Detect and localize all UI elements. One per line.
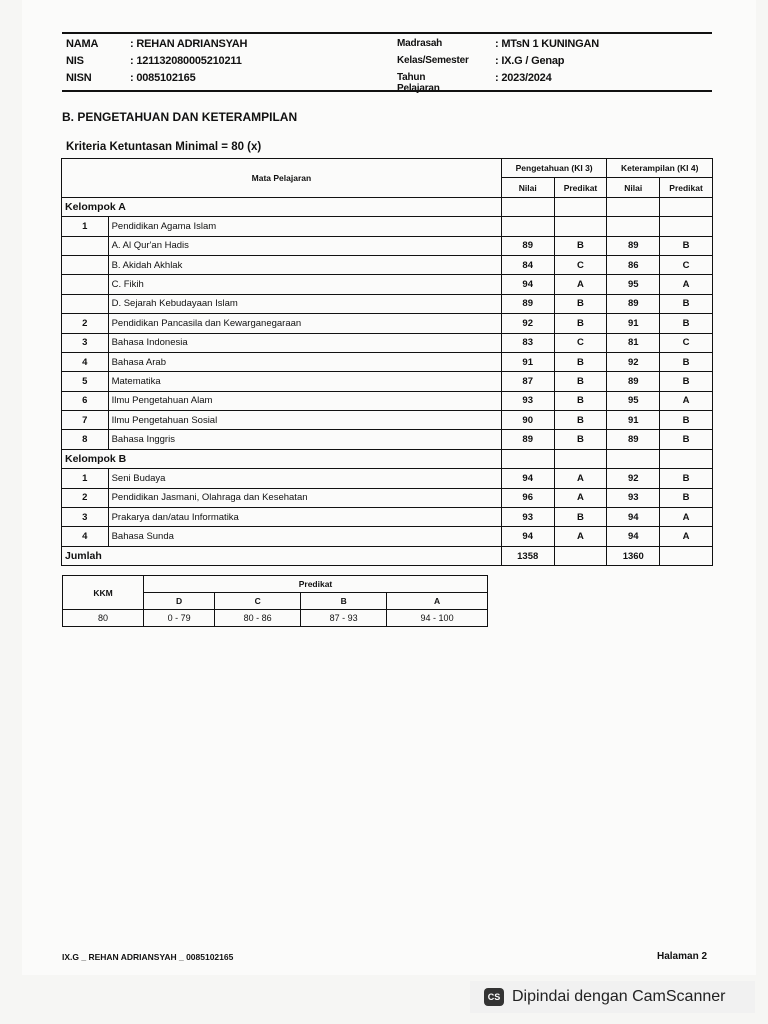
row-number: 4	[62, 352, 109, 371]
nama-label: NAMA	[66, 38, 99, 50]
pengetahuan-predikat: C	[554, 333, 607, 352]
table-row	[62, 488, 713, 507]
subject-name: Bahasa Arab	[108, 352, 501, 371]
kelompok-a-label: Kelompok A	[62, 197, 502, 216]
jumlah-pengetahuan: 1358	[501, 546, 554, 565]
pengetahuan-predikat: B	[554, 236, 607, 255]
camscanner-text: Dipindai dengan CamScanner	[512, 988, 726, 1005]
keterampilan-nilai: 91	[607, 411, 660, 430]
keterampilan-predikat: A	[660, 275, 713, 294]
predikat-header: Predikat	[144, 576, 488, 593]
kkm-title: Kriteria Ketuntasan Minimal = 80 (x)	[66, 141, 262, 153]
grade-c: C	[215, 593, 301, 610]
keterampilan-predikat: A	[660, 391, 713, 410]
p-predikat-header: Predikat	[554, 178, 607, 197]
keterampilan-predikat: C	[660, 255, 713, 274]
range-d: 0 - 79	[144, 610, 215, 627]
pengetahuan-nilai: 96	[501, 488, 554, 507]
header-rule-top	[62, 32, 712, 34]
pengetahuan-nilai: 89	[501, 430, 554, 449]
keterampilan-predikat: B	[660, 236, 713, 255]
row-number: 3	[62, 508, 109, 527]
header-rule-bottom	[62, 90, 712, 92]
table-row	[62, 314, 713, 333]
keterampilan-nilai: 95	[607, 275, 660, 294]
pengetahuan-nilai: 89	[501, 294, 554, 313]
table-row	[62, 236, 713, 255]
kkm-value: 80	[63, 610, 144, 627]
keterampilan-nilai: 91	[607, 314, 660, 333]
subject-name: Ilmu Pengetahuan Sosial	[108, 411, 501, 430]
kelas-label: Kelas/Semester	[397, 55, 469, 66]
pengetahuan-predikat: B	[554, 372, 607, 391]
subject-name: A. Al Qur'an Hadis	[108, 236, 501, 255]
table-row	[62, 372, 713, 391]
pengetahuan-predikat: C	[554, 255, 607, 274]
section-title: B. PENGETAHUAN DAN KETERAMPILAN	[62, 110, 298, 124]
keterampilan-predikat: B	[660, 372, 713, 391]
keterampilan-header: Keterampilan (KI 4)	[607, 159, 713, 178]
nisn-value: : 0085102165	[130, 72, 196, 84]
pengetahuan-predikat: A	[554, 488, 607, 507]
predikat-table	[62, 575, 488, 627]
row-number	[62, 236, 109, 255]
subject-name: Seni Budaya	[108, 469, 501, 488]
table-row	[62, 469, 713, 488]
table-row	[62, 430, 713, 449]
grade-a: A	[387, 593, 488, 610]
row-number: 8	[62, 430, 109, 449]
madrasah-label: Madrasah	[397, 38, 443, 49]
tahun-label: Tahun Pelajaran	[397, 72, 440, 94]
range-a: 94 - 100	[387, 610, 488, 627]
subject-name: Prakarya dan/atau Informatika	[108, 508, 501, 527]
k-nilai-header: Nilai	[607, 178, 660, 197]
row-number: 3	[62, 333, 109, 352]
grade-d: D	[144, 593, 215, 610]
table-row	[62, 411, 713, 430]
pengetahuan-nilai: 83	[501, 333, 554, 352]
kkm-header: KKM	[63, 576, 144, 610]
pengetahuan-nilai: 90	[501, 411, 554, 430]
keterampilan-predikat	[660, 217, 713, 236]
nisn-label: NISN	[66, 72, 92, 84]
keterampilan-nilai: 89	[607, 294, 660, 313]
pengetahuan-nilai: 94	[501, 527, 554, 546]
table-row	[62, 275, 713, 294]
pengetahuan-predikat: A	[554, 527, 607, 546]
row-number: 1	[62, 217, 109, 236]
range-b: 87 - 93	[301, 610, 387, 627]
nama-value: : REHAN ADRIANSYAH	[130, 38, 248, 50]
pengetahuan-predikat: B	[554, 391, 607, 410]
grades-table	[61, 158, 713, 566]
pengetahuan-nilai: 91	[501, 352, 554, 371]
mapel-header: Mata Pelajaran	[62, 159, 502, 198]
pengetahuan-nilai: 93	[501, 391, 554, 410]
pengetahuan-predikat: B	[554, 430, 607, 449]
footer-page-number: Halaman 2	[657, 951, 708, 962]
row-number: 4	[62, 527, 109, 546]
nis-value: : 121132080005210211	[130, 55, 242, 67]
keterampilan-nilai: 92	[607, 469, 660, 488]
subject-name: Pendidikan Pancasila dan Kewarganegaraan	[108, 314, 501, 333]
camscanner-logo-icon: CS	[484, 988, 504, 1006]
row-number: 1	[62, 469, 109, 488]
subject-name: Bahasa Indonesia	[108, 333, 501, 352]
keterampilan-predikat: B	[660, 488, 713, 507]
k-predikat-header: Predikat	[660, 178, 713, 197]
camscanner-badge	[470, 981, 755, 1013]
keterampilan-nilai: 89	[607, 430, 660, 449]
kelompok-b-label: Kelompok B	[62, 449, 502, 468]
pengetahuan-nilai: 87	[501, 372, 554, 391]
pengetahuan-predikat: B	[554, 294, 607, 313]
student-info-left	[66, 38, 386, 90]
row-number: 5	[62, 372, 109, 391]
grade-b: B	[301, 593, 387, 610]
jumlah-label: Jumlah	[62, 546, 502, 565]
subject-name: C. Fikih	[108, 275, 501, 294]
pengetahuan-predikat: A	[554, 469, 607, 488]
table-row	[62, 255, 713, 274]
pengetahuan-nilai: 89	[501, 236, 554, 255]
keterampilan-predikat: B	[660, 294, 713, 313]
p-nilai-header: Nilai	[501, 178, 554, 197]
keterampilan-predikat: B	[660, 314, 713, 333]
pengetahuan-nilai: 92	[501, 314, 554, 333]
pengetahuan-predikat: B	[554, 314, 607, 333]
keterampilan-nilai: 86	[607, 255, 660, 274]
subject-name: D. Sejarah Kebudayaan Islam	[108, 294, 501, 313]
kelas-value: : IX.G / Genap	[495, 55, 565, 67]
table-row	[62, 352, 713, 371]
row-number: 6	[62, 391, 109, 410]
pengetahuan-predikat: A	[554, 275, 607, 294]
nis-label: NIS	[66, 55, 84, 67]
subject-name: Pendidikan Agama Islam	[108, 217, 501, 236]
row-number: 2	[62, 314, 109, 333]
jumlah-keterampilan: 1360	[607, 546, 660, 565]
keterampilan-predikat: B	[660, 352, 713, 371]
pengetahuan-nilai: 94	[501, 275, 554, 294]
table-row	[62, 391, 713, 410]
keterampilan-predikat: A	[660, 508, 713, 527]
pengetahuan-predikat	[554, 217, 607, 236]
keterampilan-predikat: C	[660, 333, 713, 352]
table-row	[62, 217, 713, 236]
pengetahuan-nilai: 84	[501, 255, 554, 274]
subject-name: Bahasa Inggris	[108, 430, 501, 449]
subject-name: Matematika	[108, 372, 501, 391]
row-number: 2	[62, 488, 109, 507]
keterampilan-predikat: B	[660, 411, 713, 430]
table-row	[62, 333, 713, 352]
table-row	[62, 294, 713, 313]
table-row	[62, 527, 713, 546]
row-number: 7	[62, 411, 109, 430]
keterampilan-nilai: 94	[607, 508, 660, 527]
keterampilan-nilai	[607, 217, 660, 236]
keterampilan-nilai: 89	[607, 236, 660, 255]
pengetahuan-nilai: 93	[501, 508, 554, 527]
keterampilan-predikat: B	[660, 469, 713, 488]
tahun-value: : 2023/2024	[495, 72, 552, 84]
keterampilan-nilai: 95	[607, 391, 660, 410]
row-number	[62, 255, 109, 274]
keterampilan-nilai: 94	[607, 527, 660, 546]
pengetahuan-predikat: B	[554, 352, 607, 371]
keterampilan-nilai: 81	[607, 333, 660, 352]
subject-name: Ilmu Pengetahuan Alam	[108, 391, 501, 410]
table-row	[62, 508, 713, 527]
pengetahuan-nilai	[501, 217, 554, 236]
keterampilan-predikat: A	[660, 527, 713, 546]
row-number	[62, 294, 109, 313]
student-info-right	[397, 38, 707, 94]
keterampilan-predikat: B	[660, 430, 713, 449]
keterampilan-nilai: 89	[607, 372, 660, 391]
pengetahuan-predikat: B	[554, 411, 607, 430]
footer-student: IX.G _ REHAN ADRIANSYAH _ 0085102165	[62, 952, 234, 962]
subject-name: B. Akidah Akhlak	[108, 255, 501, 274]
row-number	[62, 275, 109, 294]
madrasah-value: : MTsN 1 KUNINGAN	[495, 38, 599, 50]
subject-name: Pendidikan Jasmani, Olahraga dan Kesehatan	[108, 488, 501, 507]
pengetahuan-nilai: 94	[501, 469, 554, 488]
subject-name: Bahasa Sunda	[108, 527, 501, 546]
keterampilan-nilai: 92	[607, 352, 660, 371]
range-c: 80 - 86	[215, 610, 301, 627]
pengetahuan-predikat: B	[554, 508, 607, 527]
pengetahuan-header: Pengetahuan (KI 3)	[501, 159, 607, 178]
keterampilan-nilai: 93	[607, 488, 660, 507]
